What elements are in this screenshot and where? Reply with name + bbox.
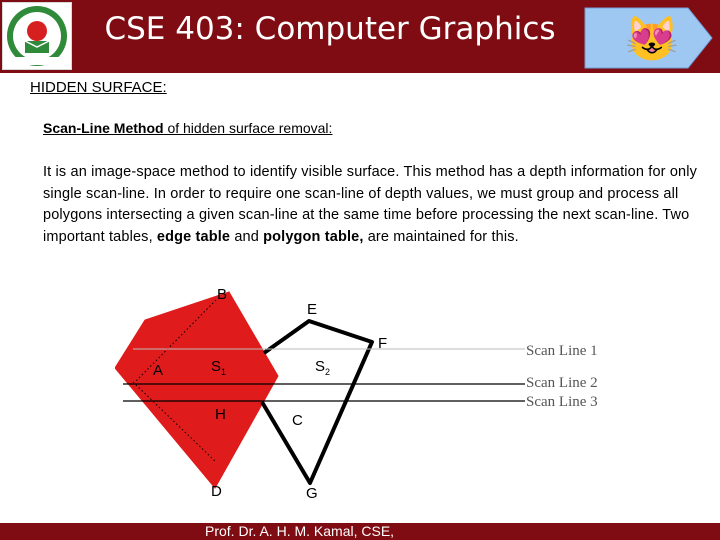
cat-face-icon: 😻 (624, 15, 680, 64)
scan-line-1-label: Scan Line 1 (526, 343, 598, 359)
label-s2 (315, 358, 330, 377)
label-d: D (211, 483, 222, 500)
description-paragraph (43, 162, 708, 248)
scan-line-2-label: Scan Line 2 (526, 375, 598, 391)
paragraph-end: are maintained for this. (363, 228, 519, 245)
and-text: and (230, 228, 264, 245)
label-s1-sub: 1 (221, 367, 227, 377)
footer-author: Prof. Dr. A. H. M. Kamal, CSE, (205, 523, 395, 539)
polygon-s1 (115, 292, 278, 488)
university-emblem-icon (3, 3, 71, 69)
label-g: G (306, 485, 318, 502)
header-bar (0, 0, 720, 73)
footer-bar (0, 523, 720, 540)
polygon-s2 (262, 321, 372, 483)
label-f: F (378, 335, 388, 352)
method-name: Scan-Line Method (43, 120, 164, 136)
edge-table-term: edge table (156, 228, 231, 245)
scan-line-diagram (115, 278, 615, 510)
label-s2-main: S (315, 358, 326, 375)
scan-line-3-label: Scan Line 3 (526, 394, 598, 410)
label-h: H (215, 406, 226, 423)
university-logo (2, 2, 72, 70)
label-e: E (307, 301, 318, 318)
polygon-table-term: polygon table, (263, 228, 364, 245)
arrow-right-icon (580, 2, 715, 72)
label-a: A (153, 362, 164, 379)
label-s1-main: S (211, 358, 222, 375)
section-heading: HIDDEN SURFACE: (30, 79, 167, 96)
paragraph-text: It is an image-space method to identify visible surface. This method has a depth information for only single scan-line. In order to require one scan-line of depth values, we must group and process all polygons intersecting a given scan-line at the same time before processing the next scan-line. Two important tables, (43, 164, 698, 245)
method-subheading (43, 120, 332, 136)
method-subheading-rest: of hidden surface removal: (163, 120, 333, 136)
label-s2-sub: 2 (325, 367, 331, 377)
label-b: B (217, 286, 228, 303)
label-c: C (292, 412, 303, 429)
page-title: CSE 403: Computer Graphics (104, 11, 556, 47)
